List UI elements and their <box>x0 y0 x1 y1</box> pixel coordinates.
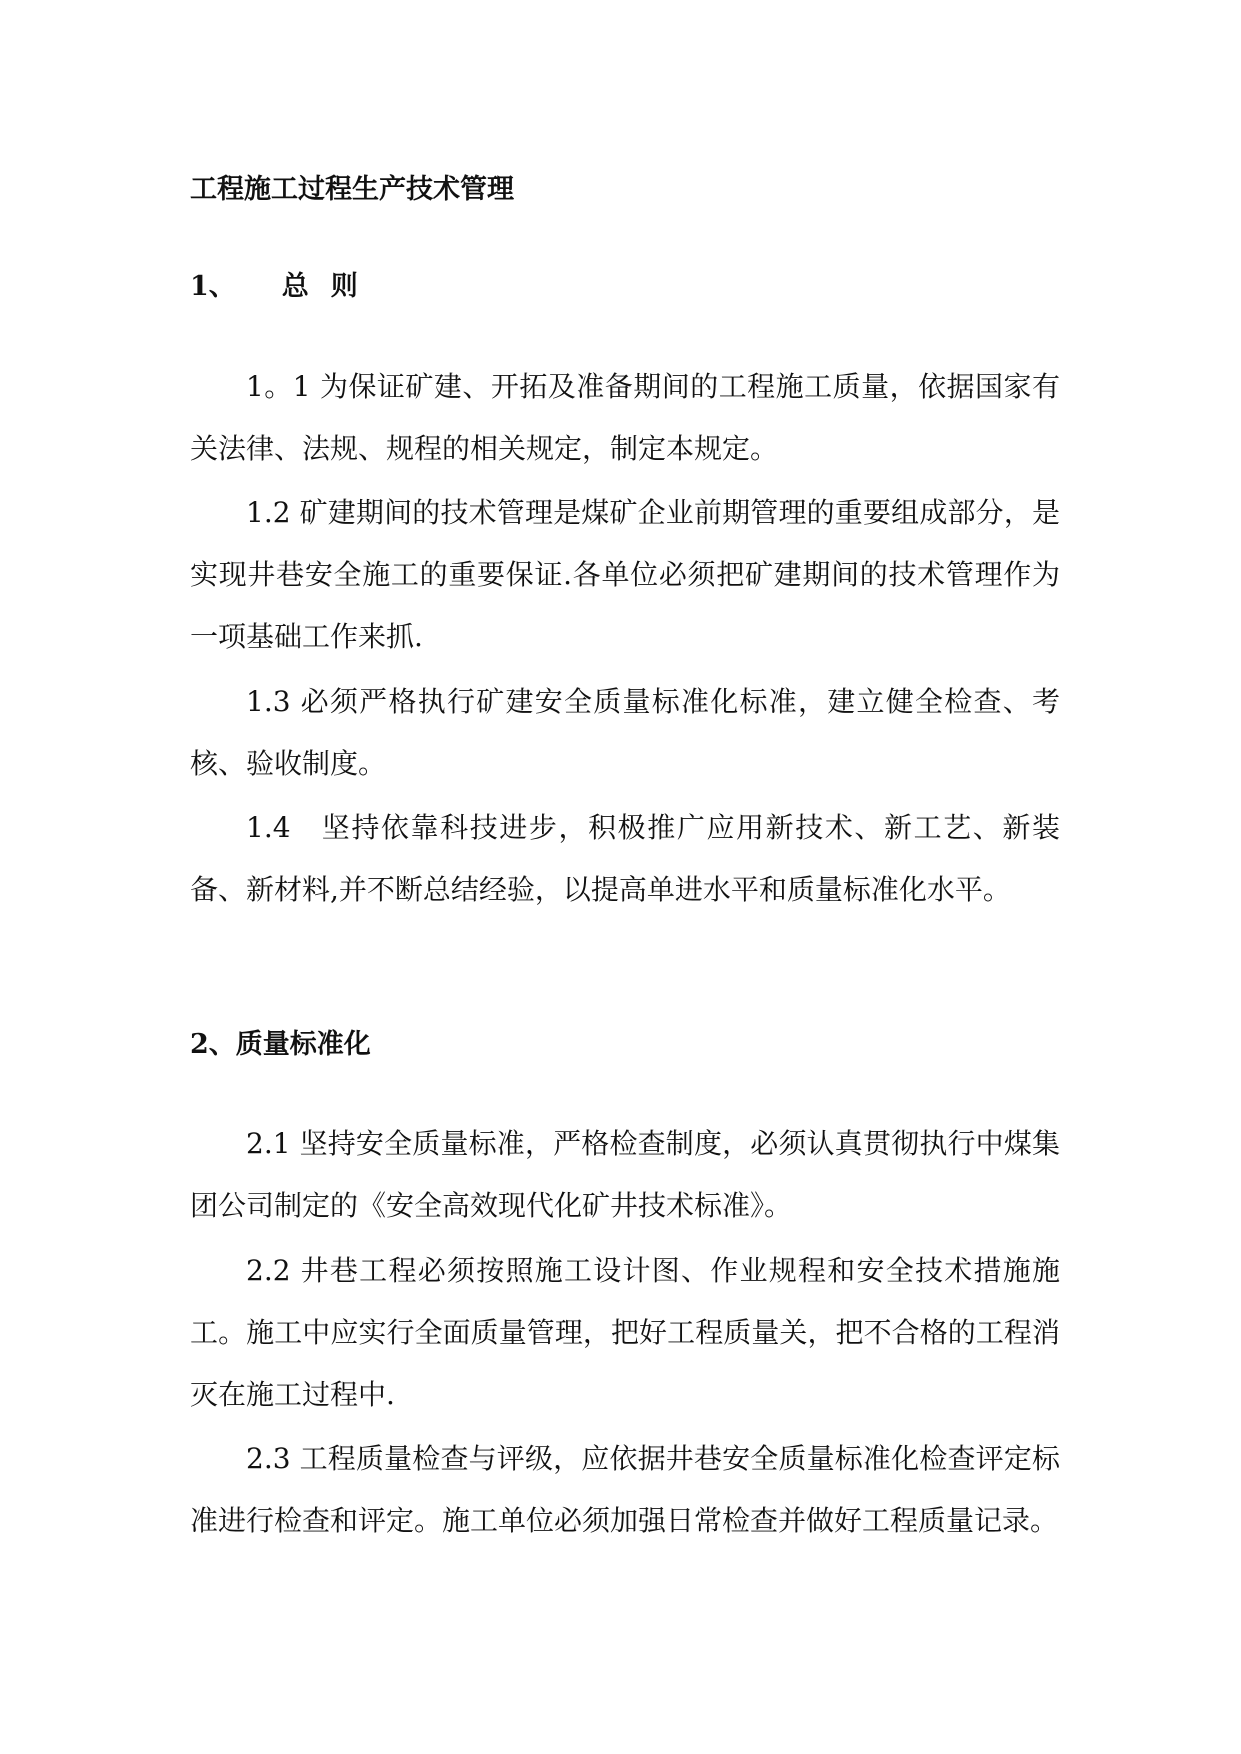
section-number: 1、 <box>190 271 236 302</box>
document-title: 工程施工过程生产技术管理 <box>190 174 514 205</box>
section-heading-general <box>190 267 380 307</box>
paragraph-1-3: 1.3 必须严格执行矿建安全质量标准化标准，建立健全检查、考核、验收制度。 <box>190 685 1060 780</box>
paragraph-2-1: 2.1 坚持安全质量标准，严格检查制度，必须认真贯彻执行中煤集团公司制定的《安全高效现代化矿井技术标准》。 <box>190 1127 1060 1222</box>
section-title: 总则 <box>281 271 380 302</box>
paragraph-2-3: 2.3 工程质量检查与评级，应依据井巷安全质量标准化检查评定标准进行检查和评定。施工单位必须加强日常检查并做好工程质量记录。 <box>190 1442 1060 1537</box>
section-heading-quality-standardization <box>190 1025 371 1065</box>
paragraph-1-2: 1.2 矿建期间的技术管理是煤矿企业前期管理的重要组成部分，是实现井巷安全施工的重要保证.各单位必须把矿建期间的技术管理作为一项基础工作来抓. <box>190 496 1060 653</box>
paragraph-1-4: 1.4 坚持依靠科技进步，积极推广应用新技术、新工艺、新装备、新材料,并不断总结经验，以提高单进水平和质量标准化水平。 <box>190 811 1060 906</box>
section-title: 质量标准化 <box>235 1029 371 1060</box>
paragraph-2-2: 2.2 井巷工程必须按照施工设计图、作业规程和安全技术措施施工。施工中应实行全面质量管理，把好工程质量关，把不合格的工程消灭在施工过程中. <box>190 1254 1060 1411</box>
paragraph-1-1: 1。1 为保证矿建、开拓及准备期间的工程施工质量，依据国家有关法律、法规、规程的相关规定，制定本规定。 <box>190 370 1060 465</box>
section-number: 2、 <box>190 1029 236 1060</box>
